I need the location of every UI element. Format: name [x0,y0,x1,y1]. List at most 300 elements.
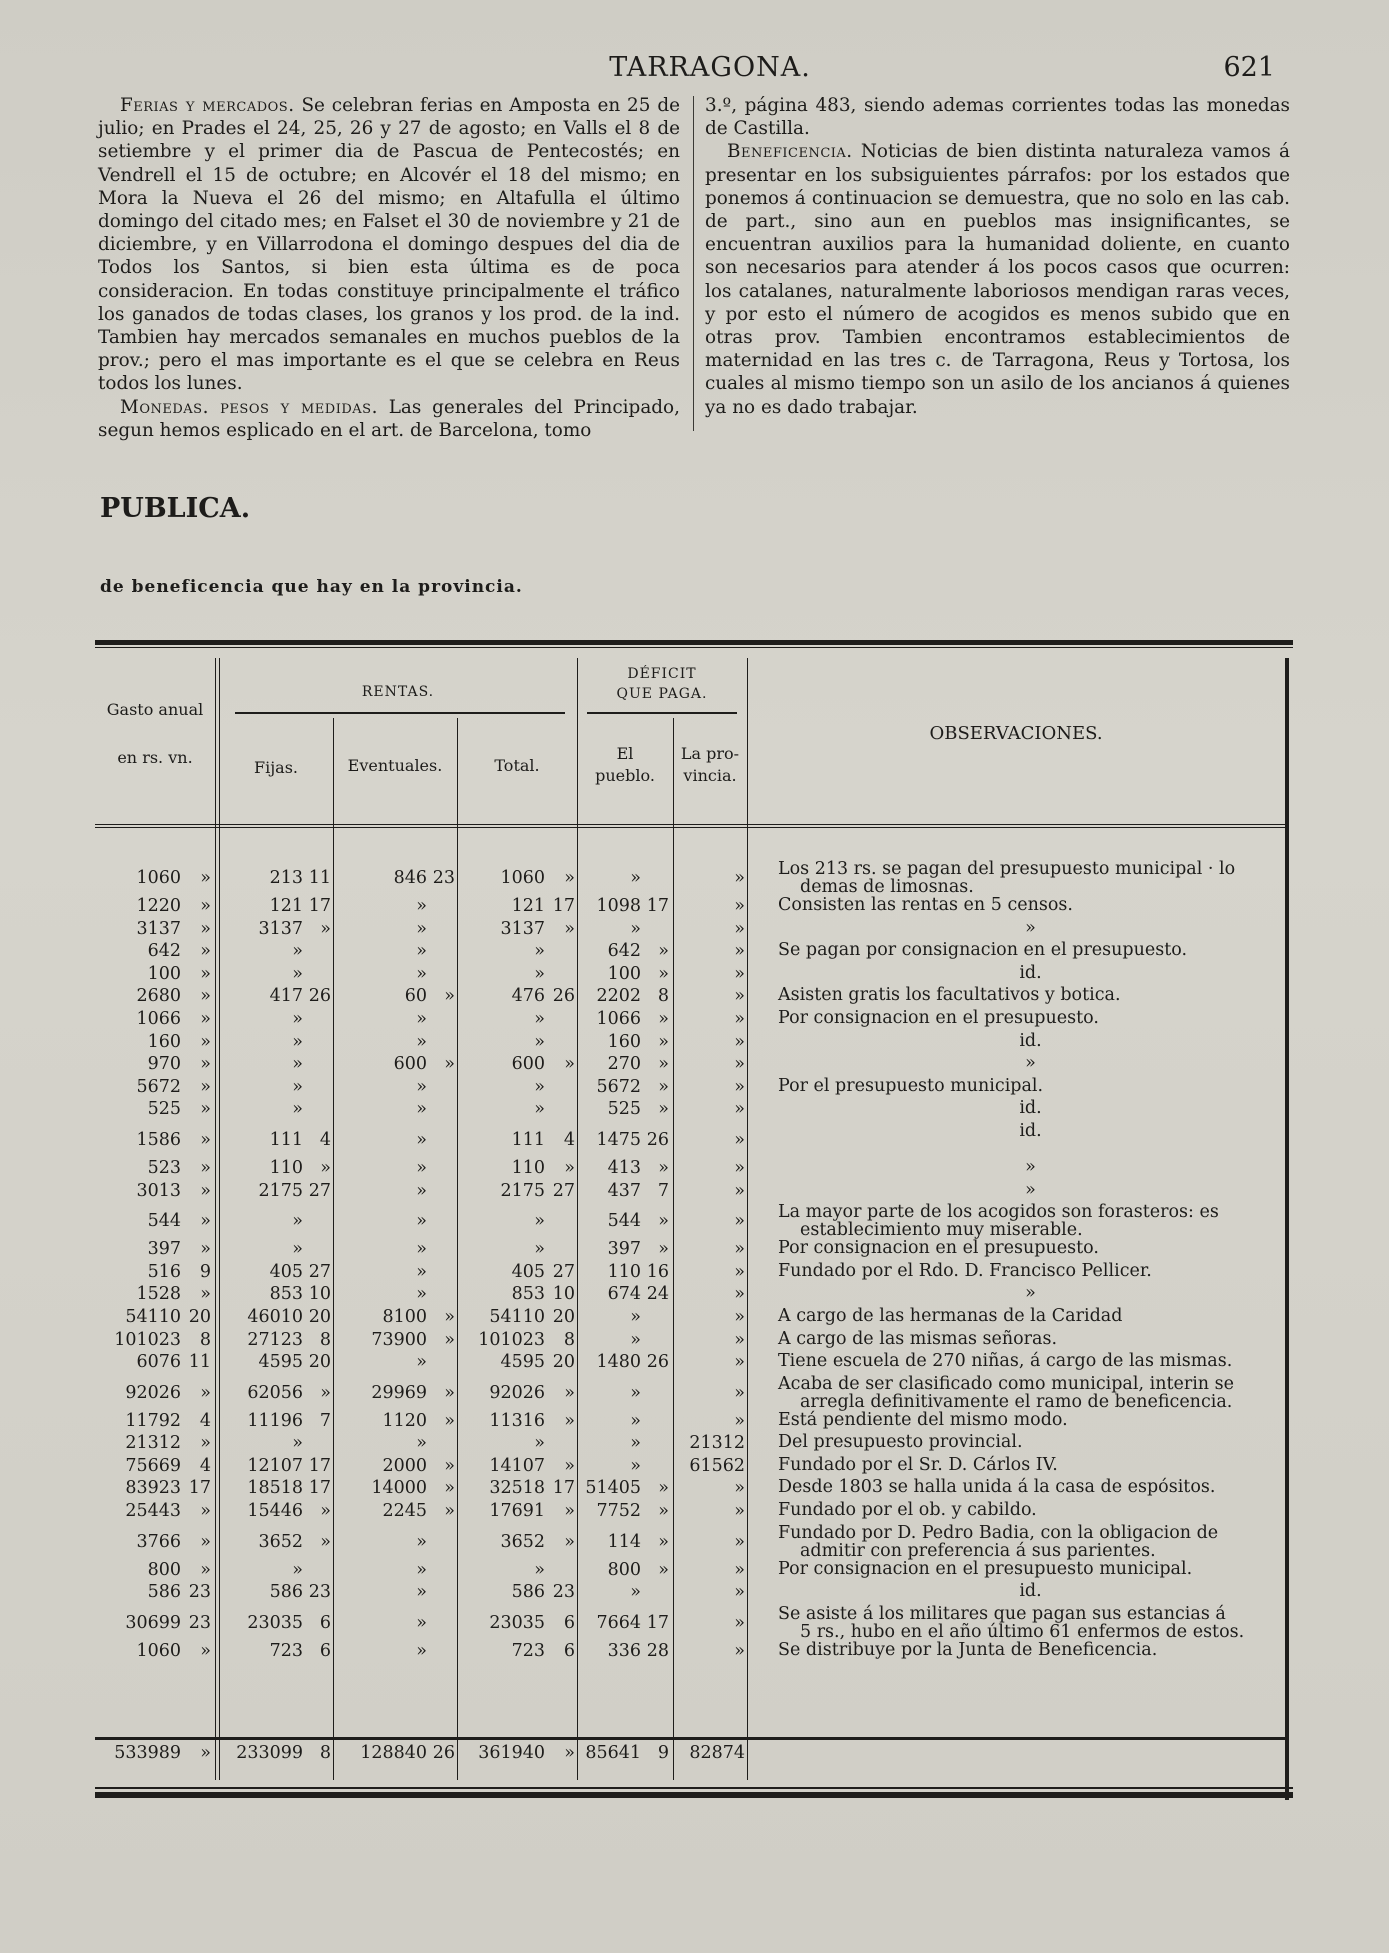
pueblo-cents-cell: » [658,1099,669,1120]
gasto-cents-cell: » [200,1054,211,1075]
gasto-cell: 1066 [136,1008,181,1029]
pueblo-cell: » [630,1455,641,1476]
provincia-cell: » [734,1211,745,1232]
observacion-cell [778,1122,1283,1140]
table-row [95,1641,1293,1664]
observacion-cell [778,896,1283,914]
table-bottom-rule-thin [95,1787,1293,1789]
table-row [95,1478,1293,1501]
table-row [95,1158,1293,1181]
pueblo-cell: 7752 [596,1501,641,1522]
observacion-cell [778,1501,1283,1519]
provincia-cell: » [734,1582,745,1603]
table-row [95,1352,1293,1375]
fijas-cell: 3137 [258,918,303,939]
eventuales-cell: » [416,941,427,962]
fijas-cell: 12107 [247,1455,303,1476]
pueblo-cents-cell: » [658,941,669,962]
observacion-cell [778,1158,1283,1176]
table-row [95,1433,1293,1456]
fijas-cents-cell: 26 [308,986,331,1007]
eventuales-cell: » [416,1180,427,1201]
pueblo-cents-cell: 26 [646,1352,669,1373]
totals-row [95,1743,1293,1767]
observacion-cell [778,1641,1283,1659]
observacion-line-1: » [1025,917,1036,938]
total-cell: 723 [511,1640,545,1661]
provincia-cell: » [734,1501,745,1522]
pueblo-cents-cell: » [658,1559,669,1580]
eventuales-cents-cell: » [444,1501,455,1522]
provincia-cell: » [734,1261,745,1282]
observacion-cell [778,1478,1283,1496]
fijas-cell: » [292,941,303,962]
total-cell: 92026 [489,1382,545,1403]
observacion-line-1: Del presupuesto provincial. [778,1432,1023,1453]
pueblo-cents-cell: 8 [657,986,669,1007]
total-total-cents: » [564,1743,575,1763]
header-bottom-rule-2 [95,827,1285,828]
total-cents-cell: 17 [552,1478,575,1499]
observacion-line-1: Consisten las rentas en 5 censos. [778,895,1073,915]
fijas-cell: 417 [269,986,303,1007]
total-cell: 111 [511,1129,545,1150]
gasto-cents-cell: 4 [199,1455,211,1476]
pueblo-cents-cell: » [658,1157,669,1178]
pueblo-cell: 525 [607,1099,641,1120]
eventuales-cents-cell: » [444,1306,455,1327]
pueblo-cell: 1475 [596,1129,641,1150]
fijas-cell: 18518 [247,1478,303,1499]
observacion-line-1: Por consignacion en el presupuesto. [778,1238,1099,1259]
gasto-cell: 3013 [136,1180,181,1201]
beneficencia-paragraph [705,140,1290,418]
observacion-line-1: id. [1019,1098,1042,1119]
fijas-cents-cell: 4 [319,1129,331,1150]
observacion-line-1: Se asiste á los militares que pagan sus estancias á [778,1603,1226,1624]
observacion-cell [778,1181,1283,1199]
total-cell: 405 [511,1261,545,1282]
total-cents-cell: 23 [552,1582,575,1603]
eventuales-cell: » [416,1129,427,1150]
observacion-cell [778,1605,1283,1641]
total-cents-cell: 6 [563,1612,575,1633]
observacion-cell [778,1456,1283,1474]
provincia-cell: » [734,1329,745,1350]
gasto-cents-cell: » [200,1129,211,1150]
header-rentas: RENTAS. [361,684,435,700]
eventuales-cell: » [416,1261,427,1282]
gasto-cents-cell: 20 [188,1306,211,1327]
provincia-cell: » [734,1410,745,1431]
observacion-line-1: Por consignacion en el presupuesto municipal. [778,1558,1193,1579]
gasto-cell: 642 [147,941,181,962]
fijas-cell: » [292,1031,303,1052]
fijas-cents-cell: 11 [308,868,331,888]
observacion-line-1: Se pagan por consignacion en el presupuesto. [778,940,1188,961]
fijas-cents-cell: 20 [308,1306,331,1327]
fijas-cents-cell: » [320,1531,331,1552]
gasto-cell: 11792 [125,1410,181,1431]
provincia-cell: » [734,1099,745,1120]
total-cents-cell: » [564,1501,575,1522]
total-cell: 2175 [500,1180,545,1201]
eventuales-cell: 8100 [382,1306,427,1327]
gasto-cell: 970 [147,1054,181,1075]
eventuales-cents-cell: 23 [432,868,455,888]
provincia-cell: » [734,1612,745,1633]
fijas-cents-cell: 6 [319,1612,331,1633]
total-cell: 101023 [478,1329,545,1350]
table-row [95,1411,1293,1434]
provincia-cell: » [734,1478,745,1499]
observacion-line-1: Acaba de ser clasificado como municipal, interin se [778,1373,1234,1394]
provincia-cell: » [734,1284,745,1305]
total-cents-cell: 20 [552,1352,575,1373]
pueblo-cents-cell: » [658,1211,669,1232]
total-cents-cell: 20 [552,1306,575,1327]
observacion-cell [778,1433,1283,1451]
eventuales-cell: 1120 [382,1410,427,1431]
observacion-line-1: » [1025,1283,1036,1304]
gasto-cents-cell: 11 [188,1352,211,1373]
observacion-cell [778,1560,1283,1578]
pueblo-cents-cell: » [658,1478,669,1499]
header-pueblo-2: pueblo. [595,766,655,785]
gasto-cell: 5672 [136,1076,181,1097]
gasto-cents-cell: » [200,1640,211,1661]
header-provincia-1: La pro- [680,744,740,763]
table-row [95,1203,1293,1239]
total-cents-cell: » [564,918,575,939]
total-cell: » [534,1031,545,1052]
beneficencia-text: Noticias de bien distinta naturaleza vamos á presentar en los subsiguientes párrafos: por los estados que ponemos á continuacion se demuestra, que no solo en las cab. de part., sino aun en pueblos mas insignificantes, se encuentran auxilios para la humanidad doliente, en cuanto son necesarios para atender á los pocos casos que ocurren: los catalanes, naturalmente laboriosos mendigan raras veces, y por esto el número de acogidos es menos subido que en otras prov. Tambien encontramos establecimientos de maternidad en las tres c. de Tarragona, Reus y Tortosa, los cuales al mismo tiempo son un asilo de los ancianos á quienes ya no es dado trabajar. [705,141,1290,418]
fijas-cell: » [292,1433,303,1454]
observacion-line-1: A cargo de las mismas señoras. [778,1328,1058,1349]
header-fijas: Fijas. [253,758,298,777]
totals-rule [95,1737,1285,1740]
pueblo-cents-cell: » [658,1054,669,1075]
pueblo-cents-cell: » [658,963,669,984]
eventuales-cents-cell: » [444,1054,455,1075]
gasto-cell: 3766 [136,1531,181,1552]
total-cents-cell: 27 [552,1180,575,1201]
fijas-cents-cell: 10 [308,1284,331,1305]
table-row [95,1501,1293,1524]
total-cell: » [534,1099,545,1120]
eventuales-cell: » [416,918,427,939]
total-cell: 853 [511,1284,545,1305]
fijas-cell: 111 [269,1129,303,1150]
pueblo-cell: 51405 [585,1478,641,1499]
total-total: 361940 [478,1743,545,1763]
pueblo-cell: 1480 [596,1352,641,1373]
gasto-cents-cell: » [200,868,211,888]
observacion-line-1: Asisten gratis los facultativos y botica. [778,985,1121,1006]
eventuales-cents-cell: » [444,1382,455,1403]
observacion-line-1: Fundado por el ob. y cabildo. [778,1500,1037,1521]
total-cell: 32518 [489,1478,545,1499]
pueblo-cell: » [630,918,641,939]
gasto-cents-cell: » [200,1099,211,1120]
observacion-line-1: id. [1019,1120,1042,1141]
provincia-cell: » [734,1640,745,1661]
provincia-cell: » [734,1352,745,1373]
eventuales-cents-cell: » [444,1478,455,1499]
pueblo-cell: 1066 [596,1008,641,1029]
gasto-cents-cell: » [200,918,211,939]
provincia-cell: 61562 [689,1455,745,1476]
table-row [95,1122,1293,1158]
total-cell: 3652 [500,1531,545,1552]
eventuales-cell: » [416,1640,427,1661]
fijas-cents-cell: » [320,1382,331,1403]
gasto-cell: 3137 [136,918,181,939]
fijas-cell: 11196 [247,1410,303,1431]
pueblo-cents-cell: 7 [657,1180,669,1201]
monedas-continuation: 3.º, página 483, siendo ademas corrientes todas las monedas de Castilla. [705,95,1290,140]
fijas-cell: » [292,1076,303,1097]
observacion-cell [778,919,1283,937]
provincia-cell: » [734,918,745,939]
monedas-text: Las generales del Principado, segun hemos esplicado en el art. de Barcelona, tomo [98,396,680,441]
observacion-cell [778,1077,1283,1095]
gasto-cents-cell: » [200,1501,211,1522]
total-provincia: 82874 [689,1743,745,1763]
pueblo-cents-cell: 28 [646,1640,669,1661]
gasto-cents-cell: » [200,1008,211,1029]
pueblo-cell: 800 [607,1559,641,1580]
pueblo-cell: » [630,1582,641,1603]
fijas-cell: 110 [269,1157,303,1178]
observacion-cell [778,1411,1283,1429]
pueblo-cell: 544 [607,1211,641,1232]
observacion-line-2: admitir con preferencia á sus parientes. [800,1540,1156,1561]
table-row [95,1560,1293,1583]
pueblo-cell: » [630,1382,641,1403]
observacion-line-1: » [1025,1053,1036,1074]
pueblo-cell: 1098 [596,896,641,916]
table-row [95,1284,1293,1307]
observacion-cell [778,986,1283,1004]
gasto-cents-cell: » [200,963,211,984]
observacion-cell [778,1203,1283,1239]
table-row [95,860,1293,896]
observacion-line-1: » [1025,1179,1036,1200]
fijas-cell: » [292,1239,303,1260]
gasto-cell: 1528 [136,1284,181,1305]
gasto-cents-cell: 23 [188,1612,211,1633]
fijas-cell: » [292,1211,303,1232]
total-cell: 110 [511,1157,545,1178]
fijas-cell: 2175 [258,1180,303,1201]
gasto-cell: 397 [147,1239,181,1260]
header-pueblo-1: El [616,744,634,763]
eventuales-cell: » [416,1239,427,1260]
table-row [95,1181,1293,1204]
observacion-line-1: Desde 1803 se halla unida á la casa de espósitos. [778,1477,1216,1498]
ferias-text: Se celebran ferias en Amposta en 25 de julio; en Prades el 24, 25, 26 y 27 de agosto; en Valls el 8 de setiembre y el primer dia de Pascua de Pentecostés; en Vendrell el 15 de octubre; en Alcovér el 18 del mismo; en Mora la Nueva el 26 del mismo; en Altafulla el último domingo del citado mes; en Falset el 30 de noviembre y 21 de diciembre, y en Villarrodona el domingo despues del dia de Todos los Santos, si bien esta última es de poca consideracion. En todas constituye principalmente el tráfico los ganados de todas clases, los granos y los prod. de la ind. Tambien hay mercados semanales en muchos pueblos de la prov.; pero el mas importante es el que se celebra en Reus todos los lunes. [98,95,680,395]
observacion-line-1: id. [1019,1581,1042,1602]
eventuales-cell: 29969 [371,1382,427,1403]
observacion-line-2: establecimiento muy miserable. [800,1220,1083,1241]
observacion-cell [778,1239,1283,1257]
total-cell: » [534,1239,545,1260]
table-row [95,1582,1293,1605]
fijas-cell: 46010 [247,1306,303,1327]
provincia-cell: » [734,1306,745,1327]
header-observaciones: OBSERVACIONES. [929,723,1103,744]
gasto-cell: 75669 [125,1455,181,1476]
gasto-cents-cell: » [200,1239,211,1260]
eventuales-cell: 2245 [382,1501,427,1522]
rentas-brace [235,712,565,714]
total-pueblo-cents: 9 [657,1743,669,1763]
monedas-heading: Monedas. pesos y medidas. [120,396,378,418]
fijas-cents-cell: 17 [308,896,331,916]
fijas-cell: 121 [269,896,303,916]
eventuales-cell: » [416,963,427,984]
provincia-cell: » [734,1008,745,1029]
observacion-line-1: id. [1019,962,1042,983]
total-cents-cell: » [564,1410,575,1431]
gasto-cell: 6076 [136,1352,181,1373]
provincia-cell: » [734,1239,745,1260]
observacion-line-1: Se distribuye por la Junta de Beneficencia. [778,1639,1158,1660]
fijas-cents-cell: 7 [319,1410,331,1431]
pueblo-cell: 100 [607,963,641,984]
header-deficit-2: QUE PAGA. [616,686,708,702]
pueblo-cents-cell: » [658,1076,669,1097]
gasto-cents-cell: 23 [188,1582,211,1603]
beneficencia-table [95,640,1293,1803]
gasto-cents-cell: 9 [199,1261,211,1282]
eventuales-cell: 60 [404,986,427,1007]
gasto-cents-cell: » [200,1180,211,1201]
total-cents-cell: » [564,1455,575,1476]
total-cell: » [534,1211,545,1232]
pueblo-cell: » [630,868,641,888]
eventuales-cell: » [416,896,427,916]
gasto-cell: 2680 [136,986,181,1007]
observacion-line-1: Fundado por el Sr. D. Cárlos IV. [778,1454,1058,1475]
total-cell: 586 [511,1582,545,1603]
fijas-cell: » [292,1559,303,1580]
eventuales-cell: 600 [393,1054,427,1075]
gasto-cell: 523 [147,1157,181,1178]
fijas-cell: 3652 [258,1531,303,1552]
provincia-cell: » [734,1559,745,1580]
table-row [95,1307,1293,1330]
gasto-cents-cell: » [200,1076,211,1097]
total-cents-cell: 4 [563,1129,575,1150]
pueblo-cents-cell: 17 [646,1612,669,1633]
gasto-cell: 25443 [125,1501,181,1522]
eventuales-cell: » [416,1157,427,1178]
provincia-cell: » [734,1031,745,1052]
gasto-cell: 83923 [125,1478,181,1499]
table-row [95,1077,1293,1100]
fijas-cell: 4595 [258,1352,303,1373]
fijas-cell: 62056 [247,1382,303,1403]
fijas-cell: 15446 [247,1501,303,1522]
eventuales-cell: » [416,1352,427,1373]
gasto-cell: 1586 [136,1129,181,1150]
observacion-cell [778,1099,1283,1117]
total-cell: 476 [511,986,545,1007]
table-body [95,860,1293,1663]
fijas-cell: » [292,1099,303,1120]
gasto-cents-cell: » [200,986,211,1007]
pueblo-cents-cell: 24 [646,1284,669,1305]
eventuales-cell: 73900 [371,1329,427,1350]
gasto-cell: 30699 [125,1612,181,1633]
total-cell: 17691 [489,1501,545,1522]
table-row [95,1605,1293,1641]
total-cents-cell: » [564,1054,575,1075]
fijas-cell: 27123 [247,1329,303,1350]
gasto-cell: 101023 [114,1329,181,1350]
fijas-cents-cell: 17 [308,1478,331,1499]
observacion-cell [778,1032,1283,1050]
column-divider [693,96,694,431]
eventuales-cell: » [416,1099,427,1120]
gasto-cell: 586 [147,1582,181,1603]
observacion-line-2: arregla definitivamente el ramo de beneficencia. [800,1391,1233,1412]
eventuales-cell: » [416,1582,427,1603]
fijas-cell: » [292,1008,303,1029]
pueblo-cell: 270 [607,1054,641,1075]
gasto-cell: 54110 [125,1306,181,1327]
total-pueblo: 85641 [585,1743,641,1763]
provincia-cell: » [734,986,745,1007]
total-cell: » [534,1433,545,1454]
eventuales-cell: 2000 [382,1455,427,1476]
pueblo-cell: » [630,1433,641,1454]
header-provincia-2: vincia. [683,766,737,785]
observacion-line-1: Está pendiente del mismo modo. [778,1409,1068,1430]
pueblo-cents-cell: » [658,1031,669,1052]
gasto-cents-cell: » [200,1382,211,1403]
pueblo-cents-cell: » [658,1531,669,1552]
fijas-cell: 23035 [247,1612,303,1633]
fijas-cell: 213 [269,868,303,888]
eventuales-cents-cell: » [444,986,455,1007]
table-bottom-rule [95,1792,1293,1798]
eventuales-cents-cell: » [444,1410,455,1431]
pueblo-cell: » [630,1329,641,1350]
observacion-line-1: Fundado por el Rdo. D. Francisco Pellicer. [778,1260,1152,1281]
observacion-cell [778,1375,1283,1411]
pueblo-cell: 110 [607,1261,641,1282]
observacion-cell [778,964,1283,982]
total-fijas-cents: 8 [319,1743,331,1763]
observacion-cell [778,1054,1283,1072]
pueblo-cents-cell: » [658,1501,669,1522]
provincia-cell: » [734,941,745,962]
total-gasto-cents: » [200,1743,211,1763]
gasto-cents-cell: 8 [199,1329,211,1350]
total-cell: » [534,1076,545,1097]
total-cell: » [534,1008,545,1029]
table-row [95,1262,1293,1285]
table-row [95,1456,1293,1479]
table-row [95,1054,1293,1077]
eventuales-cell: » [416,1559,427,1580]
observacion-line-1: Tiene escuela de 270 niñas, á cargo de las mismas. [778,1351,1233,1372]
table-row [95,1032,1293,1055]
pueblo-cell: 7664 [596,1612,641,1633]
